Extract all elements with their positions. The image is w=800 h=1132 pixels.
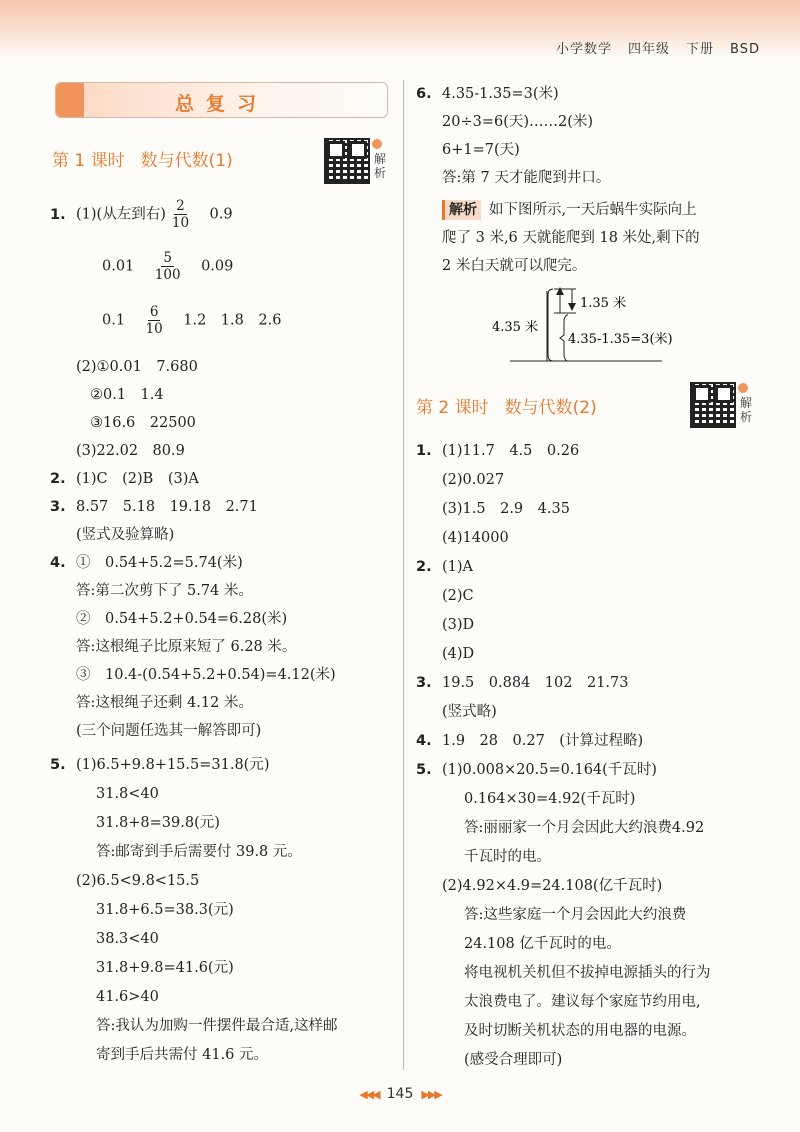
play-icon: [738, 383, 748, 393]
q5-text: (1)6.5+9.8+15.5=31.8(元): [76, 757, 270, 773]
q6-text: 4.35-1.35=3(米): [442, 86, 559, 102]
fraction-numerator: 6: [149, 304, 159, 320]
section-1-topic: 数与代数(1): [140, 151, 233, 171]
q5-number: 5.: [50, 757, 66, 773]
q6-line3: 6+1=7(天): [442, 142, 520, 158]
r3-text: 19.5 0.884 102 21.73: [442, 675, 629, 691]
q3: [50, 497, 258, 517]
q5-line2: 31.8<40: [96, 786, 159, 802]
fraction-denominator: 10: [145, 321, 163, 337]
r5-line11: (感受合理即可): [464, 1052, 563, 1068]
r5-line5: (2)4.92×4.9=24.108(亿千瓦时): [442, 878, 663, 894]
section-1-title: [52, 146, 233, 171]
q6-explain2: 爬了 3 米,6 天就能爬到 18 米处,剩下的: [442, 230, 700, 246]
qr-code-icon[interactable]: [324, 138, 370, 184]
page-number: 145: [386, 1086, 414, 1102]
q5-line9: 41.6>40: [96, 989, 159, 1005]
r1-line2: (2)0.027: [442, 472, 505, 488]
column-divider: [403, 80, 404, 1070]
r1-line4: (4)14000: [442, 530, 509, 546]
q4-line2: 答:第二次剪下了 5.74 米。: [76, 583, 253, 599]
r2-number: 2.: [416, 559, 432, 575]
q1-row3-b: 1.2 1.8 2.6: [183, 312, 282, 329]
q4-line5: ③ 10.4-(0.54+5.2+0.54)=4.12(米): [76, 667, 336, 683]
q4-line7: (三个问题任选其一解答即可): [76, 723, 262, 739]
r5-line2: 0.164×30=4.92(千瓦时): [464, 791, 636, 807]
r5-line3: 答:丽丽家一个月会因此大约浪费4.92: [464, 820, 705, 836]
r2-line4: (4)D: [442, 646, 475, 662]
q1-row3-a: 0.1: [102, 312, 126, 329]
label-3-meter: 4.35-1.35=3(米): [568, 332, 673, 347]
header-term: 下册: [686, 42, 715, 57]
r5-number: 5.: [416, 762, 432, 778]
r4-line1: [416, 731, 643, 751]
three-meter-bracket: [560, 315, 568, 361]
section-1-lesson: 第 1 课时: [52, 151, 125, 171]
q2-text: (1)C (2)B (3)A: [76, 471, 199, 487]
q6-explain1-text: 如下图所示,一天后蜗牛实际向上: [489, 202, 697, 218]
analysis-tag: 解析: [442, 200, 481, 220]
r1-text: (1)11.7 4.5 0.26: [442, 443, 580, 459]
fraction-2-10: [172, 198, 189, 231]
r4-text: 1.9 28 0.27 (计算过程略): [442, 733, 644, 749]
q1-part2-3: ③16.6 22500: [90, 415, 196, 431]
q4-line4: 答:这根绳子比原来短了 6.28 米。: [76, 639, 297, 655]
q5-line3: 31.8+8=39.8(元): [96, 815, 220, 831]
q1-line2: [102, 250, 233, 283]
r5-line9: 太浪费电了。建议每个家庭节约用电,: [464, 994, 701, 1010]
r1-number: 1.: [416, 443, 432, 459]
q6-line4: 答:第 7 天才能爬到井口。: [442, 170, 611, 186]
qr-label: 解析: [740, 396, 753, 424]
r2-line1: [416, 557, 473, 577]
header-subject: 小学数学: [556, 42, 613, 57]
r3-line1: [416, 673, 628, 693]
fraction-5-100: [155, 250, 181, 283]
play-icon: [372, 139, 382, 149]
section-2-topic: 数与代数(2): [504, 398, 597, 418]
q5-line11: 寄到手后共需付 41.6 元。: [96, 1047, 269, 1063]
qr-label: 解析: [374, 152, 387, 180]
label-1-35: 1.35 米: [580, 296, 627, 311]
q5-line1: [50, 755, 270, 775]
arrow-head-up: [556, 287, 564, 295]
r1-line3: (3)1.5 2.9 4.35: [442, 501, 570, 517]
r5-line10: 及时切断关机状态的用电器的电源。: [464, 1023, 696, 1039]
q3-text: 8.57 5.18 19.18 2.71: [76, 499, 258, 515]
q6-number: 6.: [416, 86, 432, 102]
q6-explain1: [442, 200, 697, 220]
r5-line6: 答:这些家庭一个月会因此大约浪费: [464, 907, 687, 923]
r5-line1: [416, 760, 657, 780]
q6-line1: [416, 84, 559, 104]
fraction-numerator: 5: [163, 250, 172, 266]
section-2-title: [416, 393, 597, 418]
total-bracket: [548, 289, 553, 361]
q1-part2-1: (2)①0.01 7.680: [76, 359, 198, 375]
banner-title: 总复习: [174, 93, 268, 115]
q4-line1: [50, 553, 243, 573]
q4-line3: ② 0.54+5.2+0.54=6.28(米): [76, 611, 288, 627]
r2-line2: (2)C: [442, 588, 474, 604]
fraction-numerator: 2: [176, 198, 185, 214]
q3-number: 3.: [50, 499, 66, 515]
label-4-35: 4.35 米: [492, 320, 539, 335]
r1-line1: [416, 441, 579, 461]
q1-row2-a: 0.01: [102, 258, 135, 275]
fraction-denominator: 10: [171, 215, 190, 231]
q2: [50, 469, 199, 489]
q1-prefix: (1)(从左到右): [76, 206, 166, 223]
q6-explain3: 2 米白天就可以爬完。: [442, 258, 587, 274]
q5-line6: 31.8+6.5=38.3(元): [96, 902, 234, 918]
r2-line3: (3)D: [442, 617, 475, 633]
book-header: [540, 38, 760, 57]
r2-text: (1)A: [442, 559, 474, 575]
header-grade: 四年级: [628, 42, 671, 57]
q5-line7: 38.3<40: [96, 931, 159, 947]
right-arrows-icon: ▶▶▶: [421, 1088, 441, 1101]
q5-line5: (2)6.5<9.8<15.5: [76, 873, 200, 889]
q2-number: 2.: [50, 471, 66, 487]
r3-number: 3.: [416, 675, 432, 691]
header-edition: BSD: [730, 42, 760, 57]
r5-line8: 将电视机关机但不拔掉电源插头的行为: [464, 965, 711, 981]
r5-line7: 24.108 亿千瓦时的电。: [464, 936, 621, 952]
q4-number: 4.: [50, 555, 66, 571]
arrow-head-down: [568, 303, 576, 311]
r5-text: (1)0.008×20.5=0.164(千瓦时): [442, 762, 657, 778]
r5-line4: 千瓦时的电。: [464, 849, 551, 865]
q5-line4: 答:邮寄到手后需要付 39.8 元。: [96, 844, 302, 860]
snail-well-diagram: [490, 283, 730, 373]
q1-part2-2: ②0.1 1.4: [90, 387, 164, 403]
left-arrows-icon: ◀◀◀: [359, 1088, 379, 1101]
q1-row2-b: 0.09: [201, 258, 234, 275]
q6-line2: 20÷3=6(天)……2(米): [442, 114, 594, 130]
q1-value: 0.9: [209, 206, 233, 223]
q5-line10: 答:我认为加购一件摆件最合适,这样邮: [96, 1018, 338, 1034]
section-2-lesson: 第 2 课时: [416, 398, 489, 418]
page-footer: [0, 1086, 800, 1102]
r4-number: 4.: [416, 733, 432, 749]
q5-line8: 31.8+9.8=41.6(元): [96, 960, 234, 976]
q1-part3: (3)22.02 80.9: [76, 443, 185, 459]
q1-number: 1.: [50, 206, 66, 223]
q1-line1: [50, 198, 233, 231]
q1-line3: [102, 304, 281, 337]
q4-text: ① 0.54+5.2=5.74(米): [76, 555, 243, 571]
q3-note: (竖式及验算略): [76, 527, 175, 543]
q4-line6: 答:这根绳子还剩 4.12 米。: [76, 695, 253, 711]
qr-code-icon[interactable]: [690, 382, 736, 428]
review-banner: [55, 82, 388, 118]
fraction-denominator: 100: [154, 267, 181, 283]
r3-line2: (竖式略): [442, 704, 497, 720]
fraction-6-10: [146, 304, 163, 337]
